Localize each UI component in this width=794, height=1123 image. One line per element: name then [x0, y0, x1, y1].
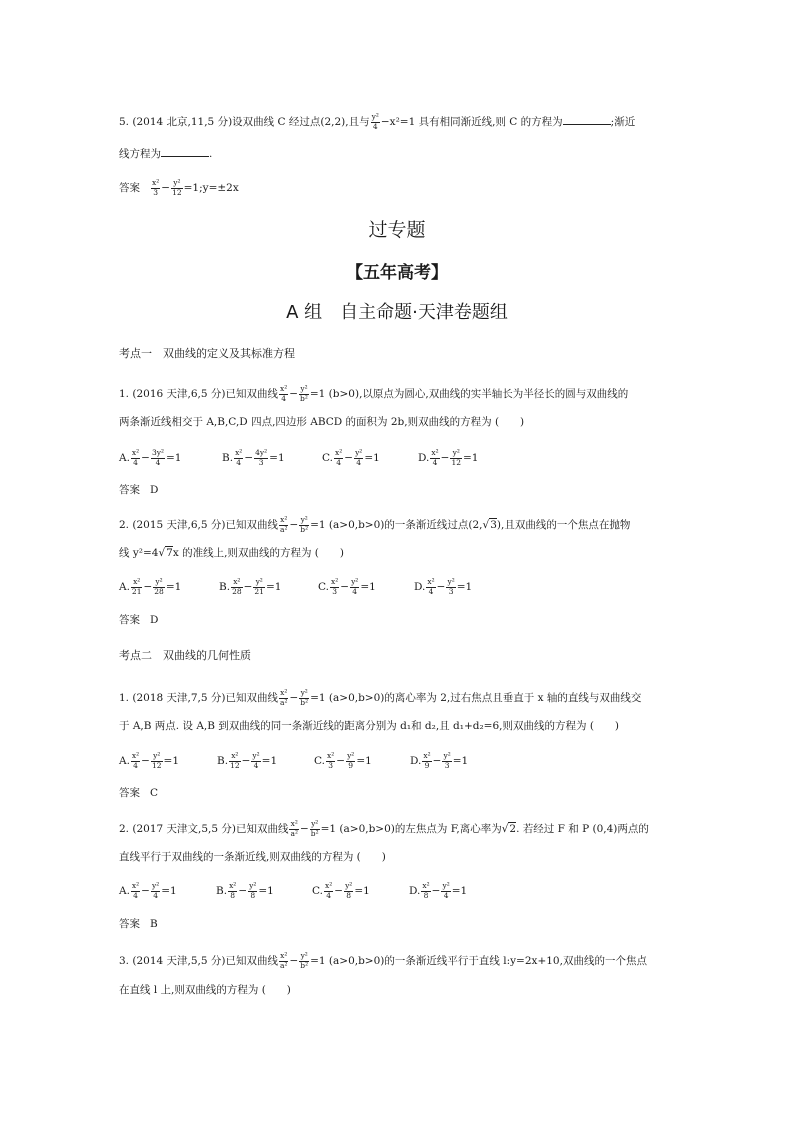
- question-line: 1. (2016 天津,6,5 分)已知双曲线 $\frac{\text{x²}}{4}$ − $\frac{\text{y²}}{\text{b²}}$ =1 (b>0),以原点为圆心,双曲线的实半轴长为半径长的圆与双曲线的: [119, 384, 629, 403]
- section-subtitle: 【五年高考】: [346, 263, 448, 283]
- topic-heading: 考点一 双曲线的定义及其标准方程: [119, 347, 295, 360]
- question-line: 在直线 l 上,则双曲线的方程为 ( ): [119, 984, 291, 996]
- option-d: D. $\frac{\text{x²}}{9}$ − $\frac{\text{y²}}{3}$ =1: [410, 751, 469, 770]
- option-d: D. $\frac{\text{x²}}{4}$ − $\frac{\text{y²}}{3}$ =1: [414, 577, 473, 596]
- q5-line2: 线方程为 .: [119, 148, 213, 160]
- q5-answer: 答案 $\frac{\text{x²}}{3}$ − $\frac{\text{y²}}{12}$ =1;y=±2x: [119, 178, 239, 197]
- option-b: B. $\frac{\text{x²}}{28}$ − $\frac{\text{y²}}{21}$ =1: [219, 577, 282, 596]
- option-c: C. $\frac{\text{x²}}{4}$ − $\frac{\text{y²}}{8}$ =1: [312, 881, 370, 900]
- answer-line: 答案 D: [119, 484, 159, 496]
- option-a: A. $\frac{\text{x²}}{4}$ − $\frac{\text{3y²}}{4}$ =1: [119, 448, 182, 467]
- option-a: A. $\frac{\text{x²}}{21}$ − $\frac{\text{y²}}{28}$ =1: [119, 577, 182, 596]
- option-a: A. $\frac{\text{x²}}{4}$ − $\frac{\text{y²}}{4}$ =1: [119, 881, 177, 900]
- question-line: 2. (2015 天津,6,5 分)已知双曲线 $\frac{\text{x²}}{\text{a²}}$ − $\frac{\text{y²}}{\text{b²}}$ =1 (a>0,b>0)的一条渐近线过点(2,√3),且双曲线的一个焦点在抛物: [119, 515, 631, 534]
- answer-line: 答案 D: [119, 614, 159, 626]
- option-c: C. $\frac{\text{x²}}{3}$ − $\frac{\text{y²}}{9}$ =1: [314, 751, 372, 770]
- question-line: 2. (2017 天津文,5,5 分)已知双曲线 $\frac{\text{x²}}{\text{a²}}$ − $\frac{\text{y²}}{\text{b²}}$ =1 (a>0,b>0)的左焦点为 F,离心率为√2. 若经过 F 和 P (0,4)两点的: [119, 819, 649, 838]
- answer-line: 答案 C: [119, 787, 159, 799]
- topic-heading: 考点二 双曲线的几何性质: [119, 649, 251, 662]
- q5-line1: 5. (2014 北京,11,5 分)设双曲线 C 经过点(2,2),且与 $\frac{\text{y²}}{4}$ −x²=1 具有相同渐近线,则 C 的方程为 ;渐近: [119, 112, 636, 131]
- answer-blank: [563, 115, 611, 125]
- group-title: A 组 自主命题·天津卷题组: [286, 302, 508, 323]
- question-line: 1. (2018 天津,7,5 分)已知双曲线 $\frac{\text{x²}}{\text{a²}}$ − $\frac{\text{y²}}{\text{b²}}$ =1 (a>0,b>0)的离心率为 2,过右焦点且垂直于 x 轴的直线与双曲线交: [119, 688, 642, 707]
- question-line: 线 y²=4√7x 的准线上,则双曲线的方程为 ( ): [119, 547, 344, 559]
- option-b: B. $\frac{\text{x²}}{4}$ − $\frac{\text{4y²}}{3}$ =1: [222, 448, 285, 467]
- question-line: 直线平行于双曲线的一条渐近线,则双曲线的方程为 ( ): [119, 851, 386, 863]
- option-c: C. $\frac{\text{x²}}{4}$ − $\frac{\text{y²}}{4}$ =1: [322, 448, 380, 467]
- answer-blank: [161, 147, 209, 157]
- page-title: 过专题: [368, 219, 426, 241]
- option-a: A. $\frac{\text{x²}}{4}$ − $\frac{\text{y²}}{12}$ =1: [119, 751, 180, 770]
- question-line: 于 A,B 两点. 设 A,B 到双曲线的同一条渐近线的距离分别为 d₁和 d₂,且 d₁+d₂=6,则双曲线的方程为 ( ): [119, 720, 620, 732]
- question-line: 两条渐近线相交于 A,B,C,D 四点,四边形 ABCD 的面积为 2b,则双曲线的方程为 ( ): [119, 416, 525, 428]
- question-line: 3. (2014 天津,5,5 分)已知双曲线 $\frac{\text{x²}}{\text{a²}}$ − $\frac{\text{y²}}{\text{b²}}$ =1 (a>0,b>0)的一条渐近线平行于直线 l:y=2x+10,双曲线的一个焦点: [119, 951, 647, 970]
- option-c: C. $\frac{\text{x²}}{3}$ − $\frac{\text{y²}}{4}$ =1: [318, 577, 376, 596]
- option-d: D. $\frac{\text{x²}}{4}$ − $\frac{\text{y²}}{12}$ =1: [418, 448, 479, 467]
- option-d: D. $\frac{\text{x²}}{8}$ − $\frac{\text{y²}}{4}$ =1: [409, 881, 468, 900]
- answer-line: 答案 B: [119, 918, 158, 930]
- fraction: $\frac{\text{y²}}{4}$: [371, 112, 379, 131]
- option-b: B. $\frac{\text{x²}}{8}$ − $\frac{\text{y²}}{8}$ =1: [216, 881, 274, 900]
- option-b: B. $\frac{\text{x²}}{12}$ − $\frac{\text{y²}}{4}$ =1: [217, 751, 278, 770]
